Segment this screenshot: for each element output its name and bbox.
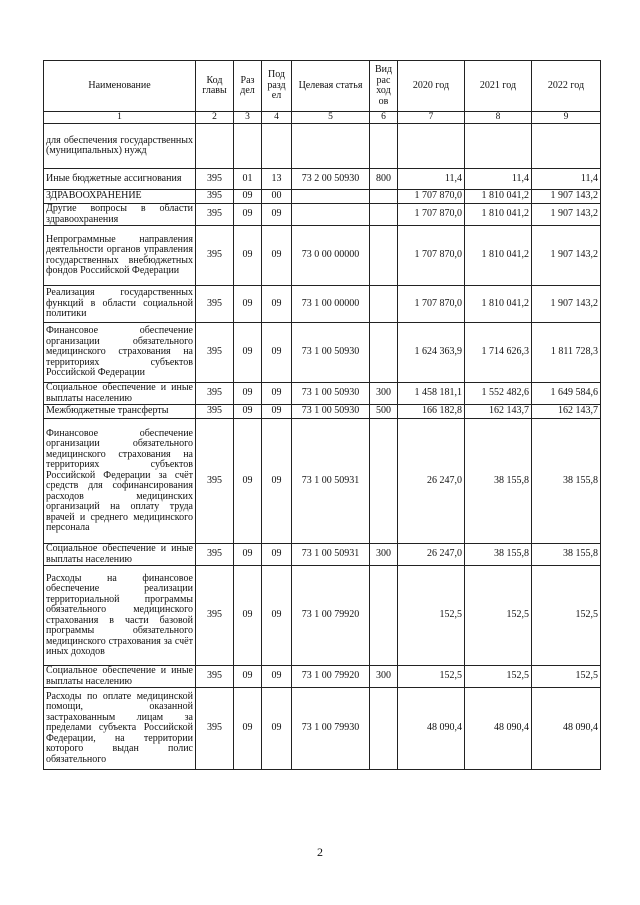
cell-section: 09	[234, 226, 262, 286]
cell-y2020: 1 707 870,0	[398, 204, 465, 226]
cell-y2022: 1 649 584,6	[532, 383, 601, 405]
cell-section: 09	[234, 323, 262, 383]
cell-chapter	[196, 124, 234, 169]
column-number: 9	[532, 112, 601, 124]
cell-name: Финансовое обеспечение организации обязательного медицинского страхования на территориях субъектов Российской Федерации	[44, 323, 196, 383]
column-number: 4	[262, 112, 292, 124]
cell-name: Реализация государственных функций в области социальной политики	[44, 286, 196, 323]
table-row	[44, 544, 601, 566]
page-number: 2	[317, 845, 323, 859]
cell-y2022	[532, 124, 601, 169]
cell-chapter: 395	[196, 666, 234, 688]
cell-chapter: 395	[196, 204, 234, 226]
cell-section: 09	[234, 190, 262, 204]
cell-y2022: 152,5	[532, 666, 601, 688]
cell-target: 73 1 00 50931	[292, 419, 370, 544]
cell-y2020: 26 247,0	[398, 544, 465, 566]
column-number: 8	[465, 112, 532, 124]
cell-section	[234, 124, 262, 169]
cell-y2021: 1 810 041,2	[465, 190, 532, 204]
cell-target	[292, 190, 370, 204]
cell-type	[370, 566, 398, 666]
cell-y2020: 1 624 363,9	[398, 323, 465, 383]
cell-subsection: 09	[262, 688, 292, 770]
cell-y2021	[465, 124, 532, 169]
header-2021: 2021 год	[465, 61, 532, 112]
cell-y2021: 1 552 482,6	[465, 383, 532, 405]
cell-target: 73 1 00 00000	[292, 286, 370, 323]
cell-y2022: 162 143,7	[532, 405, 601, 419]
table-row	[44, 419, 601, 544]
cell-y2022: 1 907 143,2	[532, 286, 601, 323]
header-name: Наименование	[44, 61, 196, 112]
cell-section: 09	[234, 405, 262, 419]
table-row	[44, 323, 601, 383]
cell-y2020: 1 458 181,1	[398, 383, 465, 405]
column-number: 7	[398, 112, 465, 124]
header-subsection: Под разд ел	[262, 61, 292, 112]
header-expense-type: Вид рас ход ов	[370, 61, 398, 112]
cell-y2022: 11,4	[532, 169, 601, 190]
cell-y2020	[398, 124, 465, 169]
cell-name: ЗДРАВООХРАНЕНИЕ	[44, 190, 196, 204]
cell-name: для обеспечения государственных (муниципальных) нужд	[44, 124, 196, 169]
cell-target: 73 0 00 00000	[292, 226, 370, 286]
cell-chapter: 395	[196, 419, 234, 544]
cell-chapter: 395	[196, 169, 234, 190]
cell-target	[292, 204, 370, 226]
header-target: Целевая статья	[292, 61, 370, 112]
cell-type: 300	[370, 383, 398, 405]
cell-subsection: 09	[262, 204, 292, 226]
cell-name: Социальное обеспечение и иные выплаты населению	[44, 544, 196, 566]
cell-target	[292, 124, 370, 169]
table-row	[44, 405, 601, 419]
cell-subsection: 09	[262, 323, 292, 383]
cell-section: 09	[234, 688, 262, 770]
table-row	[44, 226, 601, 286]
table-row	[44, 169, 601, 190]
budget-table	[43, 60, 601, 770]
cell-chapter: 395	[196, 383, 234, 405]
cell-y2022: 1 811 728,3	[532, 323, 601, 383]
table-row	[44, 204, 601, 226]
cell-y2021: 38 155,8	[465, 419, 532, 544]
header-chapter: Код главы	[196, 61, 234, 112]
cell-chapter: 395	[196, 323, 234, 383]
cell-subsection: 09	[262, 405, 292, 419]
table-row	[44, 666, 601, 688]
cell-y2020: 26 247,0	[398, 419, 465, 544]
cell-subsection: 00	[262, 190, 292, 204]
column-number: 3	[234, 112, 262, 124]
column-number: 6	[370, 112, 398, 124]
cell-name: Непрограммные направления деятельности органов управления государственных внебюджетных фондов Российской Федерации	[44, 226, 196, 286]
cell-subsection: 09	[262, 666, 292, 688]
cell-y2021: 11,4	[465, 169, 532, 190]
cell-y2020: 1 707 870,0	[398, 226, 465, 286]
table-row	[44, 383, 601, 405]
cell-subsection: 09	[262, 566, 292, 666]
table-row	[44, 286, 601, 323]
cell-target: 73 1 00 50930	[292, 383, 370, 405]
cell-y2020: 48 090,4	[398, 688, 465, 770]
cell-y2021: 1 810 041,2	[465, 204, 532, 226]
cell-y2021: 162 143,7	[465, 405, 532, 419]
cell-target: 73 1 00 50930	[292, 405, 370, 419]
column-number: 1	[44, 112, 196, 124]
cell-y2021: 152,5	[465, 666, 532, 688]
cell-section: 09	[234, 204, 262, 226]
column-number: 5	[292, 112, 370, 124]
cell-y2022: 48 090,4	[532, 688, 601, 770]
cell-y2020: 166 182,8	[398, 405, 465, 419]
cell-name: Финансовое обеспечение организации обязательного медицинского страхования на территориях субъектов Российской Федерации за счёт средств для софинансирования расходов медицинских организаций на оплату труда врачей и среднего медицинского персонала	[44, 419, 196, 544]
cell-type	[370, 226, 398, 286]
header-2020: 2020 год	[398, 61, 465, 112]
cell-y2020: 1 707 870,0	[398, 286, 465, 323]
cell-name: Межбюджетные трансферты	[44, 405, 196, 419]
cell-type	[370, 688, 398, 770]
cell-y2021: 1 810 041,2	[465, 226, 532, 286]
cell-name: Социальное обеспечение и иные выплаты населению	[44, 666, 196, 688]
cell-type	[370, 323, 398, 383]
table-row	[44, 124, 601, 169]
cell-type: 300	[370, 544, 398, 566]
cell-target: 73 1 00 79930	[292, 688, 370, 770]
cell-type	[370, 204, 398, 226]
cell-chapter: 395	[196, 405, 234, 419]
header-section: Раз дел	[234, 61, 262, 112]
cell-chapter: 395	[196, 190, 234, 204]
cell-subsection: 09	[262, 383, 292, 405]
cell-y2020: 152,5	[398, 566, 465, 666]
cell-target: 73 1 00 50931	[292, 544, 370, 566]
cell-target: 73 1 00 79920	[292, 566, 370, 666]
cell-y2021: 1 810 041,2	[465, 286, 532, 323]
table-row	[44, 688, 601, 770]
column-number: 2	[196, 112, 234, 124]
cell-y2022: 1 907 143,2	[532, 204, 601, 226]
cell-type: 500	[370, 405, 398, 419]
cell-type	[370, 190, 398, 204]
table-row	[44, 190, 601, 204]
cell-name: Другие вопросы в области здравоохранения	[44, 204, 196, 226]
cell-name: Социальное обеспечение и иные выплаты населению	[44, 383, 196, 405]
cell-target: 73 2 00 50930	[292, 169, 370, 190]
cell-name: Расходы по оплате медицинской помощи, оказанной застрахованным лицам за пределами субъекта Российской Федерации, на территории которого выдан полис обязательного	[44, 688, 196, 770]
cell-section: 09	[234, 286, 262, 323]
cell-section: 09	[234, 383, 262, 405]
cell-chapter: 395	[196, 544, 234, 566]
cell-type	[370, 419, 398, 544]
table-row	[44, 566, 601, 666]
cell-name: Расходы на финансовое обеспечение реализации территориальной программы обязательного медицинского страхования в части базовой программы обязательного медицинского страхования за счёт иных доходов	[44, 566, 196, 666]
cell-y2020: 152,5	[398, 666, 465, 688]
cell-y2022: 38 155,8	[532, 544, 601, 566]
cell-type	[370, 124, 398, 169]
cell-y2022: 38 155,8	[532, 419, 601, 544]
cell-subsection: 13	[262, 169, 292, 190]
cell-subsection: 09	[262, 419, 292, 544]
cell-chapter: 395	[196, 286, 234, 323]
cell-section: 01	[234, 169, 262, 190]
cell-chapter: 395	[196, 566, 234, 666]
cell-y2022: 152,5	[532, 566, 601, 666]
cell-subsection: 09	[262, 226, 292, 286]
cell-section: 09	[234, 544, 262, 566]
cell-y2020: 1 707 870,0	[398, 190, 465, 204]
cell-type: 800	[370, 169, 398, 190]
header-2022: 2022 год	[532, 61, 601, 112]
cell-subsection	[262, 124, 292, 169]
table-header-row	[44, 61, 601, 112]
cell-subsection: 09	[262, 286, 292, 323]
cell-section: 09	[234, 419, 262, 544]
cell-section: 09	[234, 566, 262, 666]
cell-name: Иные бюджетные ассигнования	[44, 169, 196, 190]
cell-target: 73 1 00 79920	[292, 666, 370, 688]
cell-target: 73 1 00 50930	[292, 323, 370, 383]
cell-y2022: 1 907 143,2	[532, 226, 601, 286]
cell-chapter: 395	[196, 688, 234, 770]
cell-chapter: 395	[196, 226, 234, 286]
cell-y2021: 1 714 626,3	[465, 323, 532, 383]
cell-y2021: 38 155,8	[465, 544, 532, 566]
cell-subsection: 09	[262, 544, 292, 566]
cell-y2020: 11,4	[398, 169, 465, 190]
cell-type	[370, 286, 398, 323]
cell-y2021: 152,5	[465, 566, 532, 666]
cell-type: 300	[370, 666, 398, 688]
column-number-row	[44, 112, 601, 124]
cell-y2021: 48 090,4	[465, 688, 532, 770]
cell-section: 09	[234, 666, 262, 688]
cell-y2022: 1 907 143,2	[532, 190, 601, 204]
